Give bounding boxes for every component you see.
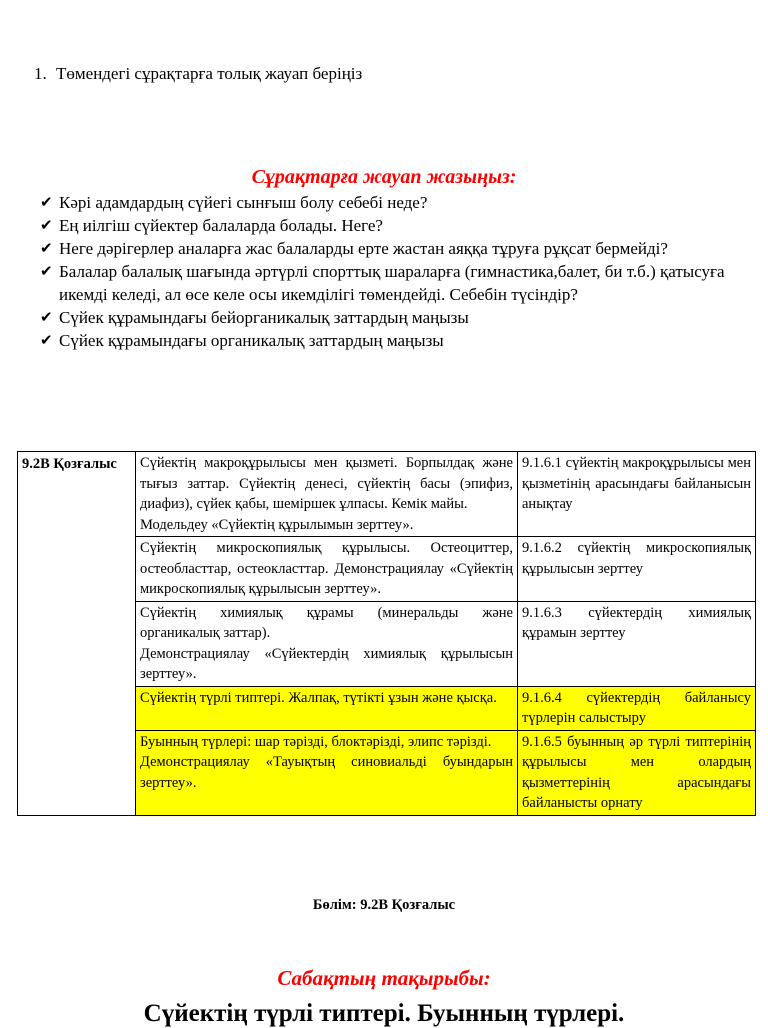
question-item xyxy=(40,191,745,214)
question-item xyxy=(40,237,745,260)
answer-heading: Сұрақтарға жауап жазыңыз: xyxy=(251,166,517,188)
question-item xyxy=(40,306,745,329)
question-item xyxy=(40,214,745,237)
lesson-topic-title: Сүйектің түрлі типтері. Буынның түрлері. xyxy=(143,1000,625,1027)
section-cell: 9.2В Қозғалыс xyxy=(18,452,136,816)
question-text: Кәрі адамдардың сүйегі сынғыш болу себебі неде? xyxy=(59,193,428,212)
task-number: 1. xyxy=(34,64,47,83)
objective-cell: 9.1.6.1 сүйектің макроқұрылысы мен қызметінің арасындағы байланысын анықтау xyxy=(518,452,756,537)
content-activity: Демонстрациялау «Сүйектердің химиялық құрылысын зерттеу». xyxy=(140,645,513,682)
objective-cell: 9.1.6.5 буынның әр түрлі типтерінің құрылысы мен олардың қызметтерінің арасындағы байланысты орнату xyxy=(518,730,756,815)
objective-cell: 9.1.6.2 сүйектің микроскопиялық құрылысын зерттеу xyxy=(518,537,756,602)
checkmark-icon: ✔ xyxy=(40,193,53,211)
checkmark-icon: ✔ xyxy=(40,331,53,349)
content-text: Буынның түрлері: шар тәрізді, блоктәрізді, элипс тәрізді. xyxy=(140,733,492,750)
question-item xyxy=(40,329,745,352)
section-label: Бөлім: 9.2В Қозғалыс xyxy=(312,897,456,913)
checkmark-icon: ✔ xyxy=(40,239,53,257)
content-cell xyxy=(136,730,518,815)
question-text: Сүйек құрамындағы органикалық заттардың маңызы xyxy=(59,331,444,350)
content-cell xyxy=(136,452,518,537)
objective-cell: 9.1.6.4 сүйектердің байланысу түрлерін салыстыру xyxy=(518,686,756,730)
question-text: Балалар балалық шағында әртүрлі спорттық шараларға (гимнастика,балет, би т.б.) қатысуға икемді келеді, ал өсе келе осы икемділігі төмендейді. Себебін түсіндір? xyxy=(59,262,725,304)
question-list xyxy=(40,191,745,352)
question-item xyxy=(40,260,745,306)
objective-cell: 9.1.6.3 сүйектердің химиялық құрамын зерттеу xyxy=(518,601,756,686)
question-text: Сүйек құрамындағы бейорганикалық заттардың маңызы xyxy=(59,308,469,327)
question-text: Ең иілгіш сүйектер балаларда болады. Неге? xyxy=(59,216,383,235)
content-activity: Модельдеу «Сүйектің құрылымын зерттеу». xyxy=(140,516,414,533)
curriculum-table xyxy=(17,451,756,816)
content-text: Сүйектің түрлі типтері. Жалпақ, түтікті ұзын және қысқа. xyxy=(140,689,497,706)
table-row xyxy=(18,452,756,537)
task-text: Төмендегі сұрақтарға толық жауап беріңіз xyxy=(56,64,363,83)
content-cell xyxy=(136,537,518,602)
content-text: Сүйектің микроскопиялық құрылысы. Остеоциттер, остеобласттар, остеокласттар. Демонстрациялау «Сүйектің микроскопиялық құрылысын зерттеу». xyxy=(140,540,513,597)
content-text: Сүйектің макроқұрылысы мен қызметі. Борпылдақ және тығыз заттар. Сүйектің денесі, сүйектің басы (эпифиз, диафиз), сүйек қабы, шеміршек ұлпасы. Кемік майы. xyxy=(140,455,513,512)
checkmark-icon: ✔ xyxy=(40,308,53,326)
content-cell xyxy=(136,601,518,686)
content-text: Сүйектің химиялық құрамы (минеральды және органикалық заттар). xyxy=(140,604,513,641)
checkmark-icon: ✔ xyxy=(40,262,53,280)
question-text: Неге дәрігерлер аналарға жас балаларды ерте жастан аяққа тұруға рұқсат бермейді? xyxy=(59,239,668,258)
task-instruction xyxy=(34,63,362,85)
content-activity: Демонстрациялау «Тауықтың синовиальді буындарын зерттеу». xyxy=(140,754,513,791)
lesson-topic-heading: Сабақтың тақырыбы: xyxy=(277,966,491,990)
content-cell xyxy=(136,686,518,730)
checkmark-icon: ✔ xyxy=(40,216,53,234)
